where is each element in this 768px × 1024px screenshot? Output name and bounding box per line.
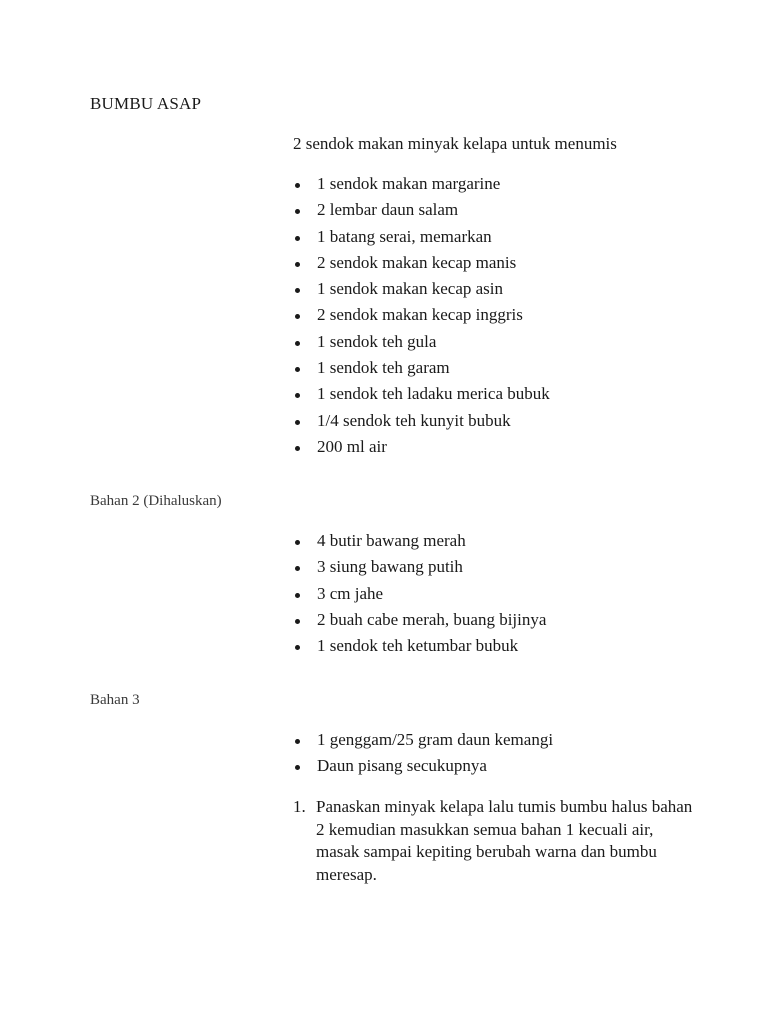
list-item: 1 batang serai, memarkan [293,224,550,250]
bullet-icon [295,367,300,372]
bullet-icon [295,288,300,293]
bullet-icon [295,593,300,598]
step-item [293,796,693,886]
intro-line: 2 sendok makan minyak kelapa untuk menumis [293,134,617,153]
ingredient-list-2 [293,528,546,659]
list-item: 2 lembar daun salam [293,197,550,223]
bullet-icon [295,341,300,346]
list-item: Daun pisang secukupnya [293,753,553,779]
ingredient-list-3 [293,727,553,780]
list-item: 1 sendok makan margarine [293,171,550,197]
list-item: 1 sendok teh ketumbar bubuk [293,633,546,659]
bullet-icon [295,540,300,545]
section-label-bahan-3: Bahan 3 [90,692,140,708]
list-item: 1 sendok teh gula [293,329,550,355]
bullet-icon [295,393,300,398]
list-item: 2 buah cabe merah, buang bijinya [293,607,546,633]
bullet-icon [295,420,300,425]
bullet-icon [295,314,300,319]
bullet-icon [295,645,300,650]
list-item: 4 butir bawang merah [293,528,546,554]
bullet-icon [295,446,300,451]
bullet-icon [295,183,300,188]
list-item: 2 sendok makan kecap manis [293,250,550,276]
bullet-icon [295,236,300,241]
step-text: Panaskan minyak kelapa lalu tumis bumbu halus bahan 2 kemudian masukkan semua bahan 1 kecuali air, masak sampai kepiting berubah warna dan bumbu meresap. [316,797,693,884]
list-item: 3 siung bawang putih [293,554,546,580]
bullet-icon [295,262,300,267]
list-item: 1 genggam/25 gram daun kemangi [293,727,553,753]
steps-list [293,796,693,886]
section-label-bahan-2: Bahan 2 (Dihaluskan) [90,493,222,509]
ingredient-list-1 [293,171,550,460]
list-item: 2 sendok makan kecap inggris [293,302,550,328]
list-item: 1 sendok makan kecap asin [293,276,550,302]
recipe-title: BUMBU ASAP [90,94,202,113]
bullet-icon [295,209,300,214]
step-number: 1. [293,797,306,816]
list-item: 200 ml air [293,434,550,460]
bullet-icon [295,765,300,770]
bullet-icon [295,739,300,744]
list-item: 3 cm jahe [293,581,546,607]
bullet-icon [295,566,300,571]
list-item: 1 sendok teh ladaku merica bubuk [293,381,550,407]
list-item: 1 sendok teh garam [293,355,550,381]
list-item: 1/4 sendok teh kunyit bubuk [293,408,550,434]
bullet-icon [295,619,300,624]
